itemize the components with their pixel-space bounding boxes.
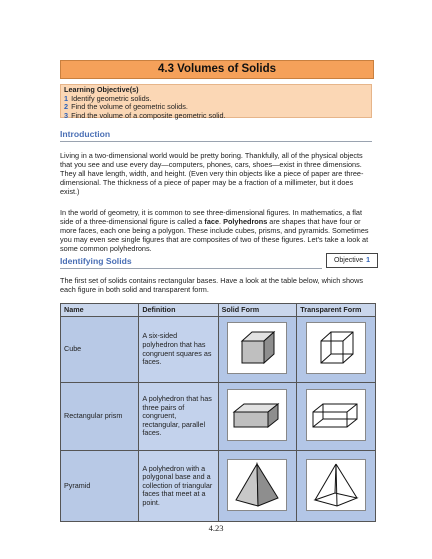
pyramid-solid-icon: [227, 459, 287, 511]
page-title: 4.3 Volumes of Solids: [60, 60, 374, 79]
intro-paragraph-1: Living in a two-dimensional world would be pretty boring. Thankfully, all of the physical objects that you see and use every day—computers, phones, cars, shoes—exist in three dimensions. They all have length, width, and height. (Even very thin objects like a piece of paper are three-dimensional. The thickness of a piece of paper may be a fraction of a millimeter, but it does exist.): [60, 151, 364, 197]
learning-objective-item: 1 Identify geometric solids.: [64, 93, 152, 103]
learning-objectives-box: [60, 84, 372, 118]
learning-objectives-heading: Learning Objective(s): [64, 85, 139, 94]
solid-definition: A polyhedron with a polygonal base and a collection of triangular faces that meet at a point.: [139, 451, 218, 522]
table-header-row: [61, 304, 376, 317]
table-row: [61, 383, 376, 451]
solid-name: Pyramid: [61, 451, 139, 522]
page-number: 4.23: [208, 523, 224, 533]
table-row: [61, 317, 376, 383]
objective-badge: Objective 1: [326, 253, 378, 268]
pyramid-transparent-icon: [306, 459, 366, 511]
cube-transparent-icon: [306, 322, 366, 374]
learning-objective-item: 2 Find the volume of geometric solids.: [64, 102, 188, 111]
column-header: Solid Form: [218, 304, 297, 317]
column-header: Definition: [139, 304, 218, 317]
identifying-solids-heading: Identifying Solids: [60, 256, 322, 269]
introduction-heading: Introduction: [60, 129, 372, 142]
learning-objective-item: 3 Find the volume of a composite geometric solid.: [64, 110, 226, 120]
solid-definition: A six-sided polyhedron that has congruent squares as faces.: [139, 317, 218, 383]
solids-table: [60, 303, 376, 522]
prism-transparent-icon: [306, 389, 366, 441]
column-header: Transparent Form: [297, 304, 376, 317]
identifying-paragraph: The first set of solids contains rectangular bases. Have a look at the table below, which shows each figure in both solid and transparent form.: [60, 276, 363, 295]
table-row: [61, 451, 376, 522]
solid-definition: A polyhedron that has three pairs of congruent, rectangular, parallel faces.: [139, 383, 218, 451]
column-header: Name: [61, 304, 139, 317]
solid-name: Rectangular prism: [61, 383, 139, 451]
intro-paragraph-2: In the world of geometry, it is common to see three-dimensional figures. In mathematics, a flat side of a three-dimensional figure is called a face. Polyhedrons are shapes that have four or more faces, each one being a polygon. These include cubes, prisms, and pyramids. Sometimes you may even see single figures that are composites of two of these figures. Let’s take a look at some common polyhedrons.: [60, 208, 369, 254]
cube-solid-icon: [227, 322, 287, 374]
solid-name: Cube: [61, 317, 139, 383]
prism-solid-icon: [227, 389, 287, 441]
